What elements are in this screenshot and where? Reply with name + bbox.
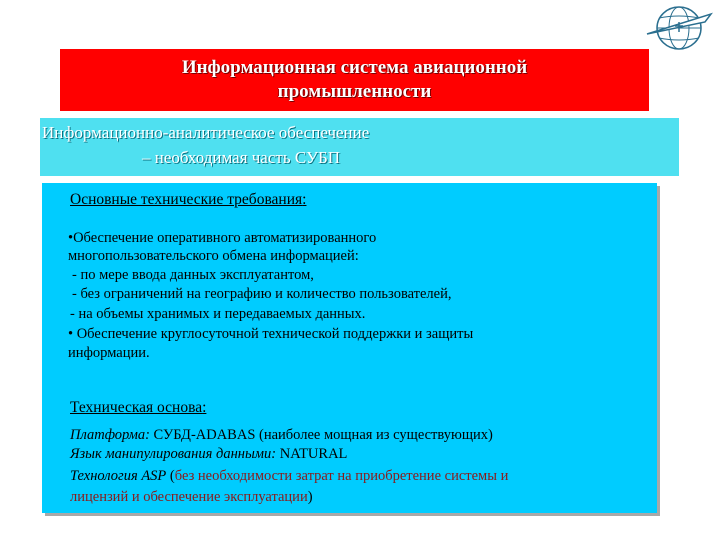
technical-basis-heading: Техническая основа: <box>70 399 207 416</box>
language-line: Язык манипулирования данными: NATURAL <box>70 446 348 462</box>
title-line-2: промышленности <box>277 81 432 102</box>
requirements-line: - по мере ввода данных эксплуатантом, <box>72 267 314 283</box>
technology-line-continued: лицензий и обеспечение эксплуатации) <box>70 489 313 505</box>
title-line-1: Информационная система авиационной <box>181 57 528 78</box>
requirements-line: многопользовательского обмена информацией: <box>68 248 359 264</box>
technology-line: Технология ASP (без необходимости затрат на приобретение системы и <box>70 468 509 484</box>
requirements-heading: Основные технические требования: <box>70 191 307 208</box>
title-banner <box>60 49 649 111</box>
platform-line: Платформа: СУБД-ADABAS (наиболее мощная из существующих) <box>70 427 493 443</box>
organization-logo-icon <box>645 4 713 52</box>
requirements-line: - на объемы хранимых и передаваемых данных. <box>70 306 366 322</box>
requirements-line: информации. <box>68 345 150 361</box>
subtitle-line-2: – необходимая часть СУБП <box>142 148 341 167</box>
content-panel <box>42 183 657 513</box>
subtitle-banner <box>40 118 679 176</box>
requirements-line: •Обеспечение оперативного автоматизированного <box>68 230 377 246</box>
subtitle-line-1: Информационно-аналитическое обеспечение <box>42 123 370 142</box>
requirements-line: - без ограничений на географию и количество пользователей, <box>72 286 452 302</box>
requirements-line: • Обеспечение круглосуточной технической поддержки и защиты <box>68 326 474 342</box>
